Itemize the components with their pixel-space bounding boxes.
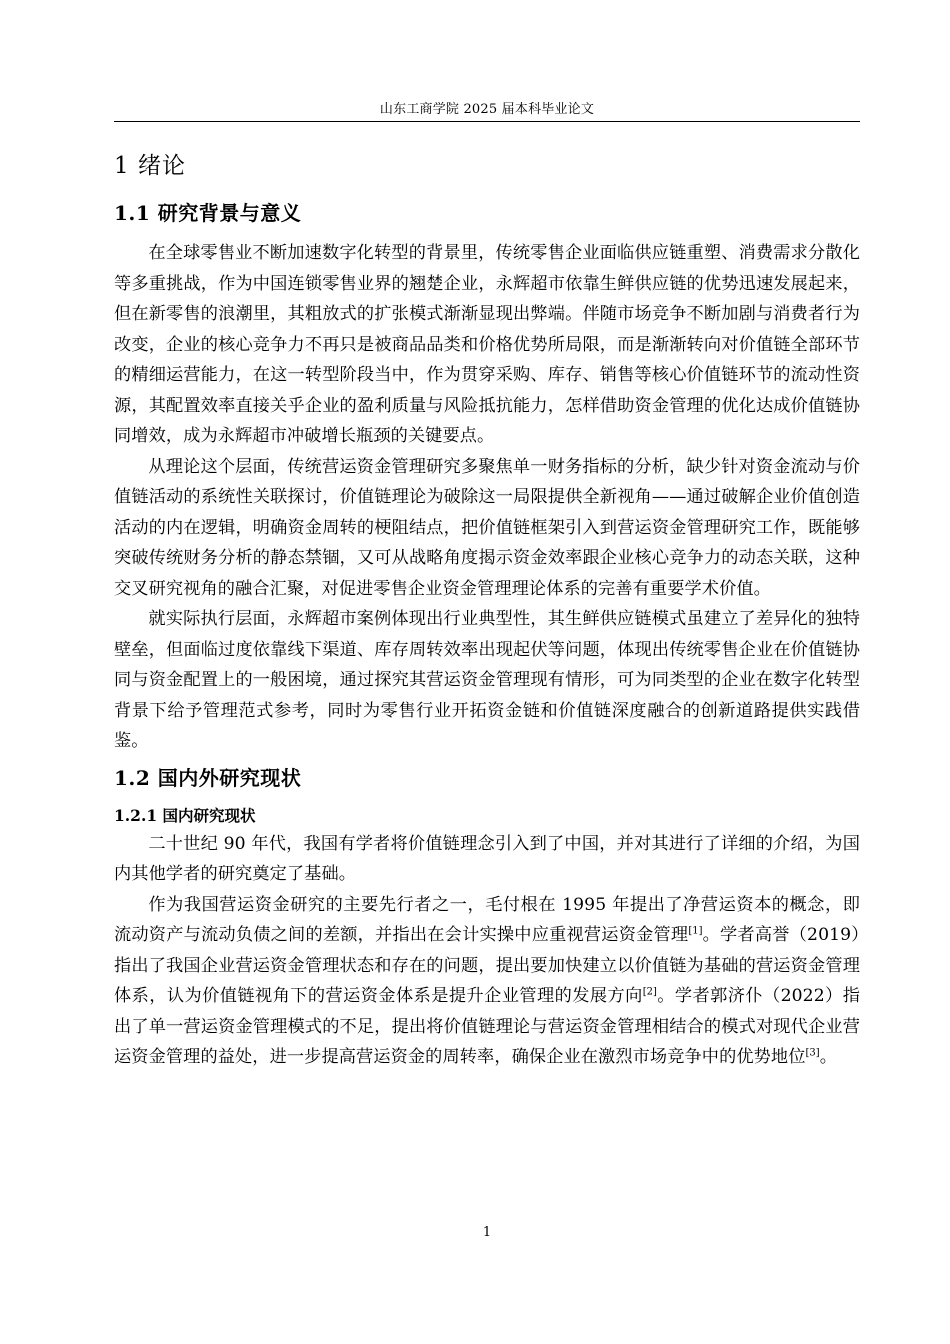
page-content bbox=[114, 148, 860, 1073]
citation-1: [1] bbox=[688, 925, 703, 937]
paragraph: 就实际执行层面，永辉超市案例体现出行业典型性，其生鲜供应链模式虽建立了差异化的独特壁垒，但面临过度依靠线下渠道、库存周转效率出现起伏等问题，体现出传统零售企业在价值链协同与资金配置上的一般困境，通过探究其营运资金管理现有情形，可为同类型的企业在数字化转型背景下给予管理范式参考，同时为零售行业开拓资金链和价值链深度融合的创新道路提供实践借鉴。 bbox=[114, 609, 860, 751]
paragraph-text: 作为我国营运资金研究的主要先行者之一，毛付根在 1995 年提出了净营运资本的概念，即流动资产与流动负债之间的差额，并指出在会计实操中应重视营运资金管理 bbox=[114, 894, 860, 945]
citation-3: [3] bbox=[805, 1047, 820, 1059]
paragraph-text: 。 bbox=[819, 1047, 837, 1067]
paragraph-text: 。学者高誉（2019）指出了我国企业营运资金管理状态和存在的问题，提出要加快建立以价值链为基础的营运资金管理体系，认为价值链视角下的营运资金体系是提升企业管理的发展方向 bbox=[114, 925, 860, 1006]
running-header: 山东工商学院 2025 届本科毕业论文 bbox=[379, 102, 595, 117]
section-title-1-2: 1.2 国内外研究现状 bbox=[114, 765, 302, 790]
page-number: 1 bbox=[482, 1225, 492, 1240]
paragraph bbox=[114, 890, 860, 1073]
paragraph: 从理论这个层面，传统营运资金管理研究多聚焦单一财务指标的分析，缺少针对资金流动与价值链活动的系统性关联探讨，价值链理论为破除这一局限提供全新视角——通过破解企业价值创造活动的内在逻辑，明确资金周转的梗阻结点，把价值链框架引入到营运资金管理研究工作，既能够突破传统财务分析的静态禁锢，又可从战略角度揭示资金效率跟企业核心竞争力的动态关联，这种交叉研究视角的融合汇聚，对促进零售企业资金管理理论体系的完善有重要学术价值。 bbox=[114, 456, 860, 599]
header-rule bbox=[114, 121, 860, 122]
subsection-title-1-2-1: 1.2.1 国内研究现状 bbox=[114, 805, 256, 825]
chapter-title: 1 绪论 bbox=[114, 153, 186, 179]
paragraph-text: 。学者郭济仆（2022）指出了单一营运资金管理模式的不足，提出将价值链理论与营运资金管理相结合的模式对现代企业营运资金管理的益处，进一步提高营运资金的周转率，确保企业在激烈市场竞争中的优势地位 bbox=[114, 986, 860, 1067]
paragraph: 在全球零售业不断加速数字化转型的背景里，传统零售企业面临供应链重塑、消费需求分散化等多重挑战，作为中国连锁零售业界的翘楚企业，永辉超市依靠生鲜供应链的优势迅速发展起来，但在新零售的浪潮里，其粗放式的扩张模式渐渐显现出弊端。伴随市场竞争不断加剧与消费者行为改变，企业的核心竞争力不再只是被商品品类和价格优势所局限，而是渐渐转向对价值链全部环节的精细运营能力，在这一转型阶段当中，作为贯穿采购、库存、销售等核心价值链环节的流动性资源，其配置效率直接关乎企业的盈利质量与风险抵抗能力，怎样借助资金管理的优化达成价值链协同增效，成为永辉超市冲破增长瓶颈的关键要点。 bbox=[114, 243, 860, 446]
paragraph: 二十世纪 90 年代，我国有学者将价值链理念引入到了中国，并对其进行了详细的介绍，为国内其他学者的研究奠定了基础。 bbox=[114, 833, 860, 884]
section-title-1-1: 1.1 研究背景与意义 bbox=[114, 201, 302, 225]
citation-2: [2] bbox=[642, 986, 657, 998]
